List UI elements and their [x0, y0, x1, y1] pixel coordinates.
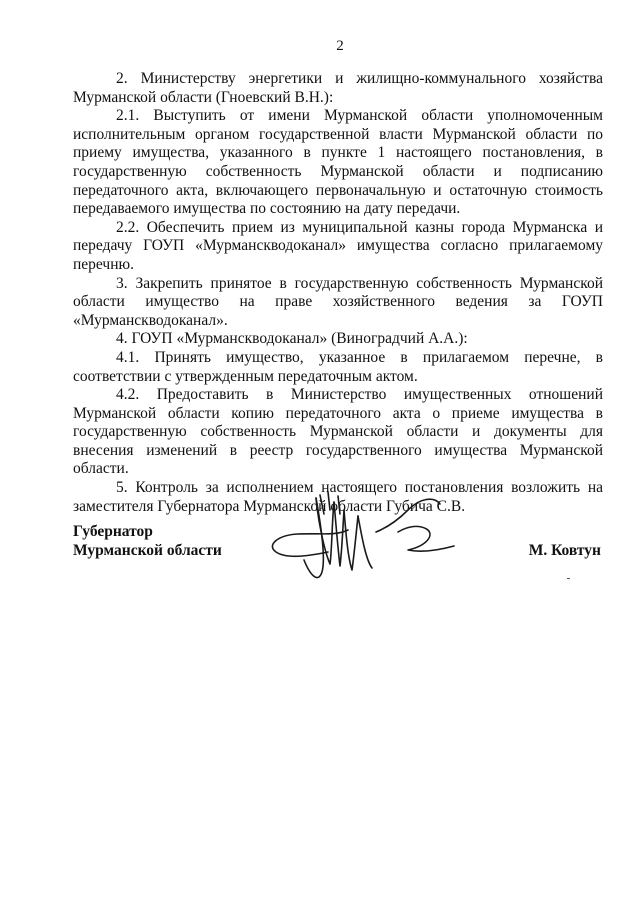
- paragraph-2-2: 2.2. Обеспечить прием из муниципальной казны города Мурманска и передачу ГОУП «Мурманскводоканал» имущества согласно прилагаемому перечню.: [73, 218, 603, 273]
- scan-speck: [567, 578, 570, 579]
- signatory-title: [73, 522, 222, 560]
- paragraph-3: 3. Закрепить принятое в государственную собственность Мурманской области имущество на праве хозяйственного ведения за ГОУП «Мурманскводоканал».: [73, 274, 603, 329]
- paragraph-4: 4. ГОУП «Мурманскводоканал» (Виноградчий А.А.):: [116, 330, 468, 348]
- paragraph-4-2: 4.2. Предоставить в Министерство имущественных отношений Мурманской области копию передаточного акта о приеме имущества в государственную собственность Мурманской области и документы для внесения изменений в реестр государственного имущества Мурманской области.: [73, 386, 603, 478]
- document-body: [73, 70, 603, 516]
- paragraph-2-1: 2.1. Выступить от имени Мурманской области уполномоченным исполнительным органом государственной власти Мурманской области по приему имущества, указанного в пункте 1 настоящего постановления, в государственную собственность Мурманской области и подписанию передаточного акта, включающего первоначальную и остаточную стоимость передаваемого имущества по состоянию на дату передачи.: [73, 107, 603, 218]
- paragraph-4-1: 4.1. Принять имущество, указанное в прилагаемом перечне, в соответствии с утвержденным передаточным актом.: [73, 348, 603, 385]
- page-number: 2: [336, 38, 344, 54]
- signatory-title-line1: Губернатор: [73, 523, 153, 540]
- signature-block: [73, 480, 603, 590]
- handwritten-signature: [258, 480, 468, 590]
- signatory-name: М. Ковтун: [528, 542, 601, 559]
- signatory-title-line2: Мурманской области: [73, 542, 222, 559]
- paragraph-2: 2. Министерству энергетики и жилищно-коммунального хозяйства Мурманской области (Гноевский В.Н.):: [73, 70, 603, 106]
- paragraph-5: 5. Контроль за исполнением настоящего постановления возложить на заместителя Губернатора Мурманской области Губича С.В.: [73, 479, 603, 515]
